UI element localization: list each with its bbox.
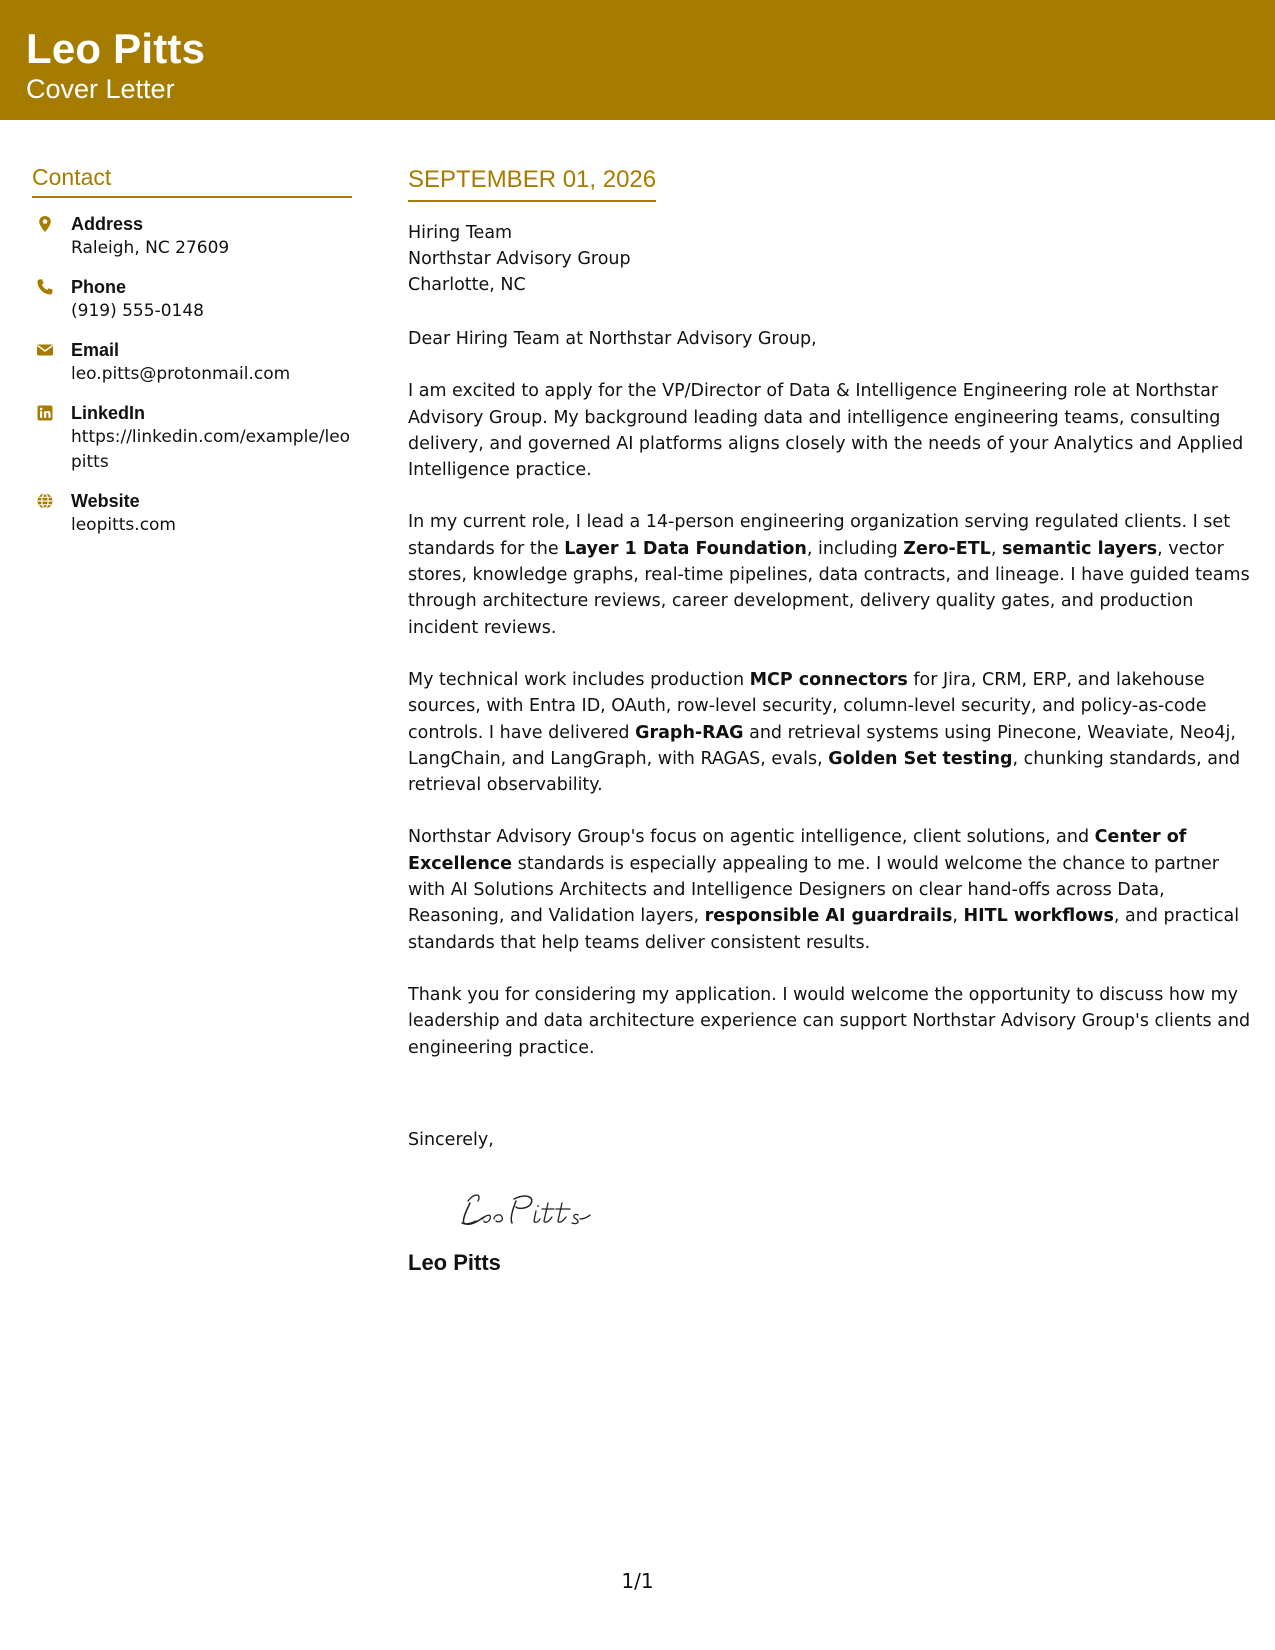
text-run: Northstar Advisory Group's focus on agentic intelligence, client solutions, and [408,827,1095,848]
contact-value: leo.pitts@protonmail.com [71,364,291,384]
phone-icon [36,278,54,296]
paragraph-current-role [408,509,1258,640]
salutation: Dear Hiring Team at Northstar Advisory Group, [408,329,817,349]
contact-item-phone [32,275,352,324]
page-header [0,0,1275,120]
contact-label: Email [71,340,120,360]
text-run: , [952,906,964,927]
contact-item-email [32,338,352,387]
letter-body [408,164,1258,1277]
contact-label: Website [71,491,140,511]
bold-run: Golden Set testing [828,748,1013,769]
signer-name: Leo Pitts [408,1249,501,1275]
recipient-block [408,220,1258,298]
bold-run: Center of Excellence [408,827,1187,874]
bold-run: Zero-ETL [903,538,991,559]
text-run: standards is especially appealing to me. I would welcome the chance to partner with AI Solutions Architects and Intelligence Designers on clear hand-offs across Data, Reasoning, and Validation layers, [408,853,1219,927]
text-run: In my current role, I lead a 14-person engineering organization serving regulated clients. I set standards for the [408,512,1231,559]
applicant-name: Leo Pitts [26,25,206,72]
contact-value: leopitts.com [71,515,176,535]
paragraph-thank-you: Thank you for considering my application. I would welcome the opportunity to discuss how my leadership and data architecture experience can support Northstar Advisory Group's clients and engineering practice. [408,984,1251,1058]
closing: Sincerely, [408,1129,494,1150]
bold-run: HITL workflows [963,906,1114,927]
letter-date: SEPTEMBER 01, 2026 [408,164,656,202]
handwritten-signature [456,1181,616,1235]
contact-label: LinkedIn [71,403,146,423]
text-run: , vector stores, knowledge graphs, real-time pipelines, data contracts, and lineage. I have guided teams through architecture reviews, career development, delivery quality gates, and production incident reviews. [408,538,1250,638]
linkedin-icon [36,404,54,422]
recipient-line: Northstar Advisory Group [408,249,631,269]
contact-list [32,212,352,538]
contact-item-linkedin [32,401,352,475]
bold-run: MCP connectors [749,669,908,690]
text-run: , chunking standards, and retrieval observability. [408,748,1241,796]
paragraph-technical-work [408,667,1258,798]
contact-sidebar [32,162,352,538]
text-run: for Jira, CRM, ERP, and lakehouse sources, with Entra ID, OAuth, row-level security, column-level security, and policy-as-code controls. I have delivered [408,669,1207,743]
paragraph-company-fit [408,824,1258,955]
paragraph-intro: I am excited to apply for the VP/Director of Data & Intelligence Engineering role at Northstar Advisory Group. My background leading data and intelligence engineering teams, consulting delivery, and governed AI platforms aligns closely with the needs of your Analytics and Applied Intelligence practice. [408,381,1244,481]
contact-label: Phone [71,277,127,297]
recipient-line: Charlotte, NC [408,275,526,295]
bold-run: Graph-RAG [635,722,744,743]
bold-run: responsible AI guardrails [704,906,953,927]
bold-run: semantic layers [1001,538,1158,559]
map-pin-icon [36,215,54,233]
text-run: My technical work includes production [408,669,750,690]
text-run: , including [806,538,904,559]
contact-label: Address [71,214,144,234]
contact-value: Raleigh, NC 27609 [71,238,230,258]
contact-value: (919) 555-0148 [71,301,204,321]
contact-item-website [32,489,352,538]
text-run: and retrieval systems using Pinecone, Weaviate, Neo4j, LangChain, and LangGraph, with RAGAS, evals, [408,722,1236,769]
contact-item-address [32,212,352,261]
contact-heading: Contact [32,162,352,198]
contact-value: https://linkedin.com/example/leopitts [71,427,351,472]
text-run: , [990,538,1002,559]
bold-run: Layer 1 Data Foundation [564,538,807,559]
envelope-icon [36,341,54,359]
text-run: , and practical standards that help teams deliver consistent results. [408,906,1240,953]
page-number: 1/1 [621,1569,654,1593]
globe-icon [36,492,54,510]
document-subtitle: Cover Letter [26,74,175,104]
recipient-line: Hiring Team [408,223,513,243]
